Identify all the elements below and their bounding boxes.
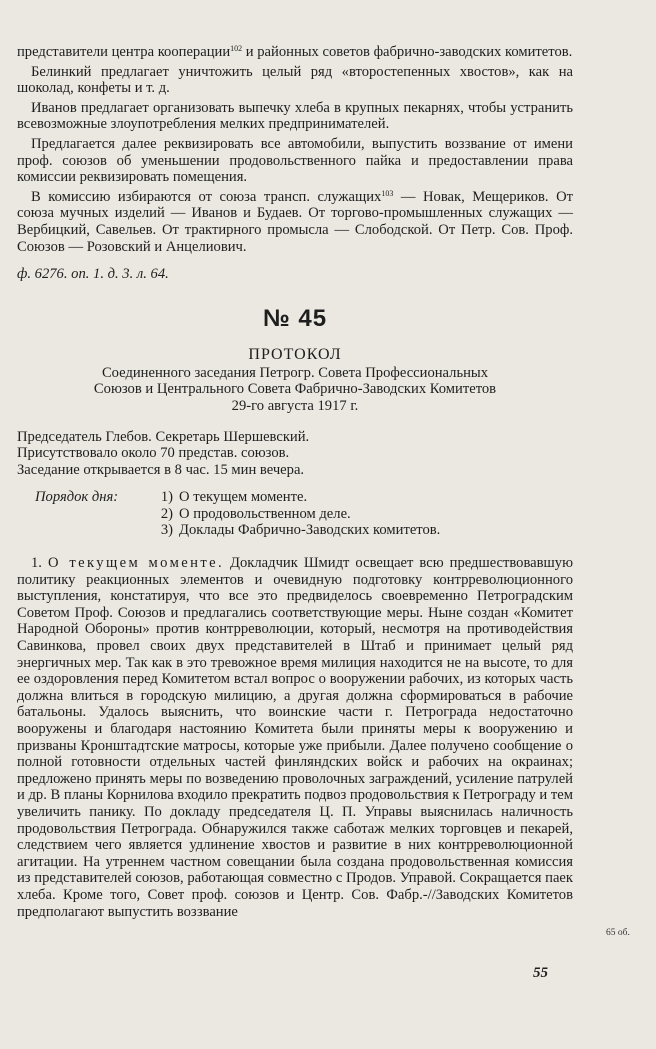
agenda-item-text: О текущем моменте.	[179, 489, 308, 506]
prev-paragraph-3: Иванов предлагает организовать выпечку хлеба в крупных пекарнях, чтобы устранить всевозможные злоупотребления мелких предпринимателей.	[17, 99, 573, 133]
page-number: 55	[533, 965, 548, 981]
document-title-line-1: Соединенного заседания Петрогр. Совета Профессиональных	[101, 364, 489, 381]
prev-paragraph-5	[17, 189, 573, 255]
section-current-moment	[17, 555, 573, 920]
section-body: Докладчик Шмидт освещает всю предшествовавшую политику реакционных элементов и очевидную подготовку контрреволюционного выступления, констатируя, что все это предвиделось своевременно Петроградским Советом Проф. Союзов и предлагались соответствующие меры. Ныне создан «Комитет Народной Обороны» против контрреволюции, который, несмотря на противодействия Савинкова, провел своих двух представителей в Штаб и принимает целый ряд энергичных мер. Так как в это тревожное время милиция находится не на высоте, то для ее оздоровления перед Комитетом встал вопрос о вооружении рабочих, из которых часть должна влиться в городскую милицию, а другая должна сформироваться в рабочие батальоны. Удалось выяснить, что воинские части г. Петрограда недостаточно вооружены и благодаря настоянию Комитета были приняты меры к вооружению и призваны Кронштадтские матросы, которые уже прибыли. Далее получено сообщение о полной готовности отдельных частей финляндских войск и рабочих на окраинах; предложено принять меры по возведению проволочных заграждений, усиление патрулей и др. В планы Корнилова входило прекратить подвоз продовольствия к Петрограду и тем увеличить панику. По докладу председателя Ц. П. Управы выяснилась наличность продовольствия Петрограда. Обнаружился также саботаж мелких торговцев и пекарей, следствием чего является удлинение хвостов и развитие в них контрреволюционной агитации. На утреннем частном совещании была создана продовольственная комиссия из представителей союзов, работающая совместно с Продов. Управой. Сокращается паек хлеба. Кроме того, Совет проф. союзов и Центр. Сов. Фабр.-//Заводских Комитетов предполагают выпустить воззвание	[17, 555, 573, 920]
document-type: ПРОТОКОЛ	[248, 345, 342, 363]
agenda-item	[155, 506, 440, 523]
agenda	[17, 489, 573, 539]
document-title-line-2: Союзов и Центрального Совета Фабрично-Заводских Комитетов	[93, 381, 497, 398]
section-title: О текущем моменте.	[47, 555, 225, 572]
text-column	[17, 44, 573, 920]
agenda-item	[155, 522, 440, 539]
agenda-item-text: Доклады Фабрично-Заводских комитетов.	[179, 522, 441, 539]
agenda-item-text: О продовольственном деле.	[179, 505, 351, 522]
prev-paragraph-1-text-end: и районных советов фабрично-заводских комитетов.	[242, 44, 573, 60]
prev-paragraph-1	[17, 44, 573, 61]
prev-paragraph-5-text-end: — Новак, Мещериков. От союза мучных изделий — Иванов и Будаев. От торгово-промышленных служащих — Вербицкий, Савельев. От трактирного промысла — Слободской. От Петр. Сов. Проф. Союзов — Розовский и Анцелиович.	[17, 188, 574, 255]
prev-paragraph-1-text: представители центра кооперации	[17, 44, 231, 60]
document-number: № 45	[262, 304, 328, 332]
document-title	[17, 365, 573, 415]
agenda-item-number: 3)	[160, 522, 173, 539]
agenda-item-number: 2)	[160, 505, 173, 522]
prev-paragraph-2: Белинкий предлагает уничтожить целый ряд «второстепенных хвостов», как на шоколад, конфеты и т. д.	[17, 63, 573, 97]
agenda-item-number: 1)	[160, 489, 173, 506]
prev-paragraph-4: Предлагается далее реквизировать все автомобили, выпустить воззвание от имени проф. союзов об уменьшении продовольственного пайка и предоставлении права комиссии реквизировать помещения.	[17, 135, 573, 186]
section-number: 1.	[31, 555, 42, 572]
agenda-list	[155, 489, 440, 539]
meeting-opening-time: Заседание открывается в 8 час. 15 мин вечера.	[17, 461, 305, 478]
document-date: 29-го августа 1917 г.	[231, 397, 359, 414]
meeting-attendance: Присутствовало около 70 представ. союзов.	[17, 445, 290, 462]
archive-reference: ф. 6276. оп. 1. д. 3. л. 64.	[17, 266, 169, 283]
agenda-label: Порядок дня:	[35, 489, 119, 506]
footnote-ref-103: 103	[381, 188, 394, 198]
prev-paragraph-5-text: В комиссию избираются от союза трансп. служащих	[31, 188, 382, 205]
margin-folio-note: 65 об.	[606, 928, 630, 938]
footnote-ref-102: 102	[230, 44, 243, 53]
agenda-item	[155, 489, 440, 506]
meeting-details	[17, 429, 573, 479]
meeting-chair: Председатель Глебов. Секретарь Шершевский.	[17, 428, 310, 445]
